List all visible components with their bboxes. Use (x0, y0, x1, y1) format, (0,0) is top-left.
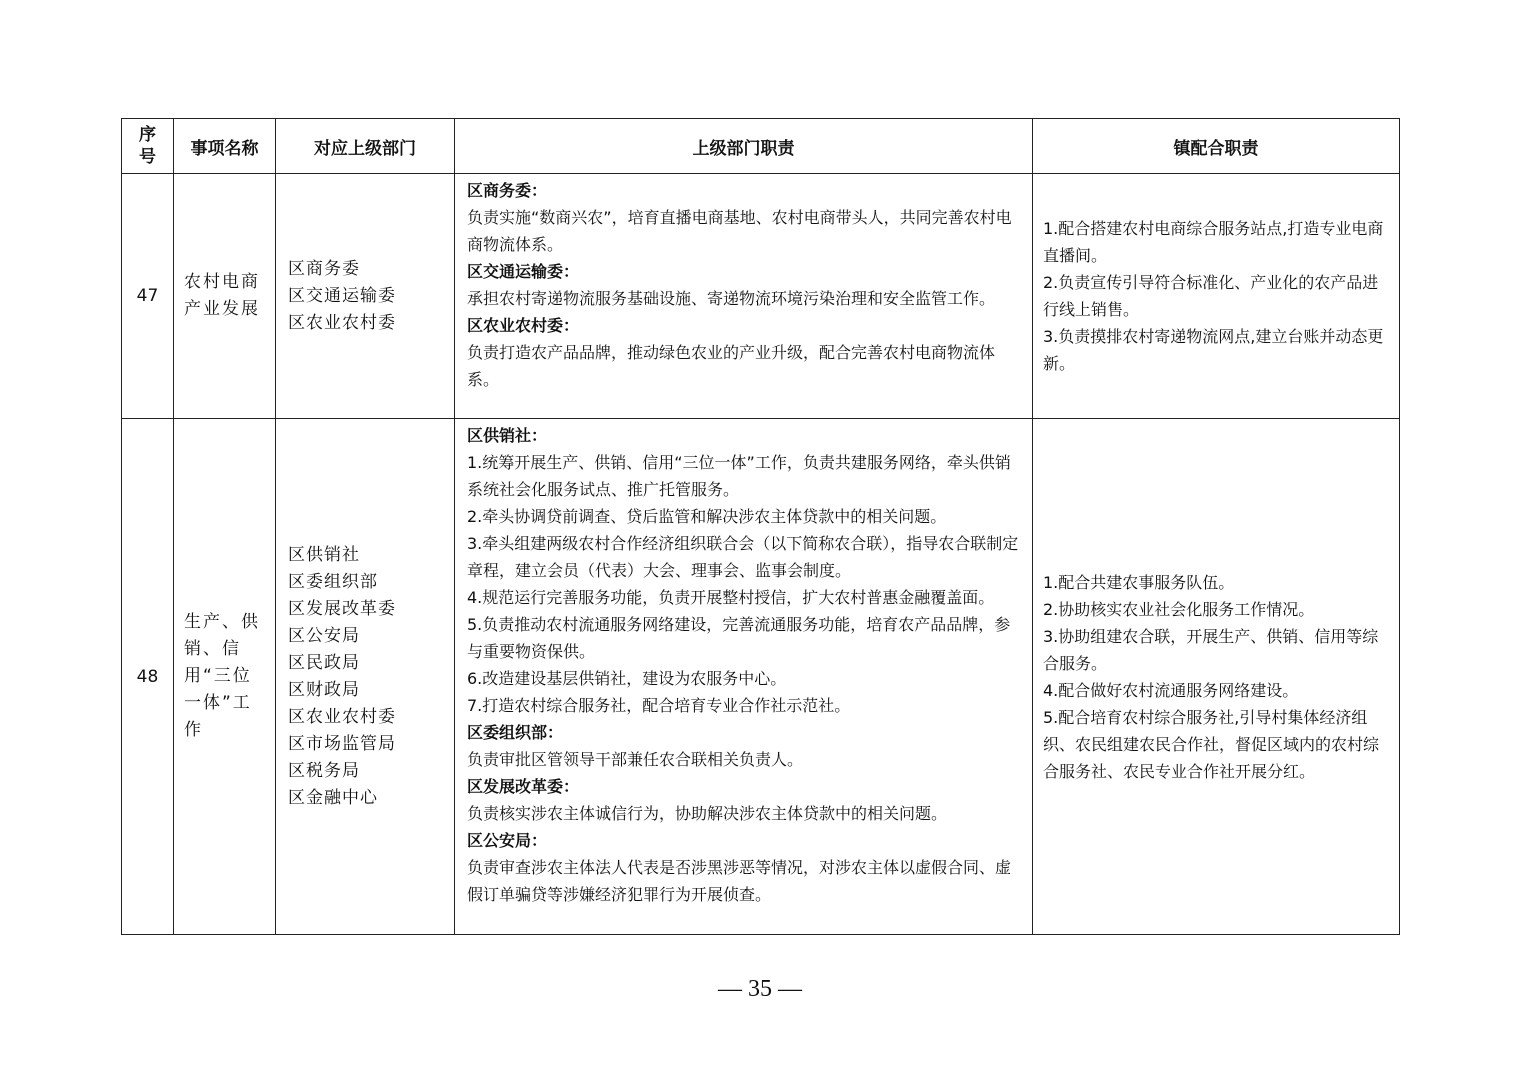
row-seq: 47 (122, 174, 174, 419)
duty-text: 3.牵头组建两级农村合作经济组织联合会（以下简称农合联），指导农合联制定章程，建立会员（代表）大会、理事会、监事会制度。 (467, 534, 1019, 580)
duty-dept-title: 区发展改革委： (467, 777, 580, 796)
duty-dept-title: 区交通运输委： (467, 262, 580, 281)
row-depts (276, 419, 455, 935)
dept-entry: 区发展改革委 (288, 598, 396, 619)
table-header-row (122, 119, 1400, 174)
duty-text: 负责打造农产品品牌，推动绿色农业的产业升级，配合完善农村电商物流体系。 (467, 343, 996, 389)
town-duty-item: 5.配合培育农村综合服务社,引导村集体经济组织、农民组建农民合作社，督促区域内的农村综合服务社、农民专业合作社开展分红。 (1043, 707, 1380, 781)
row-item-name: 生产、供销、信用“三位一体”工作 (174, 419, 276, 935)
duty-dept-title: 区农业农村委： (467, 316, 580, 335)
row-upper-duties (455, 174, 1033, 419)
duty-text: 负责实施“数商兴农”，培育直播电商基地、农村电商带头人，共同完善农村电商物流体系。 (467, 208, 1012, 254)
dept-entry: 区财政局 (288, 679, 360, 700)
town-duty-item: 1.配合搭建农村电商综合服务站点,打造专业电商直播间。 (1043, 219, 1384, 265)
dept-entry: 区商务委 (288, 258, 360, 279)
header-item-name: 事项名称 (174, 119, 276, 174)
duty-dept-title: 区商务委： (467, 181, 548, 200)
dept-entry: 区供销社 (288, 544, 360, 565)
row-depts (276, 174, 455, 419)
duty-text: 负责审批区管领导干部兼任农合联相关负责人。 (467, 750, 804, 769)
town-duty-item: 2.协助核实农业社会化服务工作情况。 (1043, 599, 1315, 619)
town-duty-item: 4.配合做好农村流通服务网络建设。 (1043, 680, 1299, 700)
duty-dept-title: 区委组织部： (467, 723, 564, 742)
town-duty-item: 1.配合共建农事服务队伍。 (1043, 572, 1235, 592)
dept-entry: 区委组织部 (288, 571, 378, 592)
duty-text: 2.牵头协调贷前调查、贷后监管和解决涉农主体贷款中的相关问题。 (467, 507, 947, 526)
duty-text: 1.统筹开展生产、供销、信用“三位一体”工作，负责共建服务网络，牵头供销系统社会化服务试点、推广托管服务。 (467, 453, 1011, 499)
town-duty-item: 3.负责摸排农村寄递物流网点,建立台账并动态更新。 (1043, 327, 1384, 373)
duty-text: 7.打造农村综合服务社，配合培育专业合作社示范社。 (467, 696, 851, 715)
row-item-name: 农村电商产业发展 (174, 174, 276, 419)
duty-dept-title: 区供销社： (467, 426, 548, 445)
header-upper-dept: 对应上级部门 (276, 119, 455, 174)
duty-text: 4.规范运行完善服务功能，负责开展整村授信，扩大农村普惠金融覆盖面。 (467, 588, 995, 607)
header-upper-duties: 上级部门职责 (455, 119, 1033, 174)
row-town-duties (1033, 174, 1400, 419)
header-town-duties: 镇配合职责 (1033, 119, 1400, 174)
dept-entry: 区公安局 (288, 625, 360, 646)
header-seq-label: 序号 (139, 125, 156, 167)
duty-text: 5.负责推动农村流通服务网络建设，完善流通服务功能，培育农产品品牌，参与重要物资保供。 (467, 615, 1011, 661)
duty-text: 6.改造建设基层供销社，建设为农服务中心。 (467, 669, 787, 688)
town-duty-item: 2.负责宣传引导符合标准化、产业化的农产品进行线上销售。 (1043, 273, 1379, 319)
table-row (122, 174, 1400, 419)
duty-text: 承担农村寄递物流服务基础设施、寄递物流环境污染治理和安全监管工作。 (467, 289, 996, 308)
row-upper-duties (455, 419, 1033, 935)
dept-entry: 区交通运输委 (288, 285, 396, 306)
town-duty-item: 3.协助组建农合联，开展生产、供销、信用等综合服务。 (1043, 626, 1379, 673)
responsibility-table (121, 118, 1400, 935)
table-row (122, 419, 1400, 935)
header-seq (122, 119, 174, 174)
row-town-duties (1033, 419, 1400, 935)
duty-text: 负责审查涉农主体法人代表是否涉黑涉恶等情况，对涉农主体以虚假合同、虚假订单骗贷等涉嫌经济犯罪行为开展侦查。 (467, 858, 1012, 904)
dept-entry: 区市场监管局 (288, 733, 396, 754)
dept-entry: 区农业农村委 (288, 312, 396, 333)
dept-entry: 区农业农村委 (288, 706, 396, 727)
dept-entry: 区金融中心 (288, 787, 378, 808)
dept-entry: 区民政局 (288, 652, 360, 673)
dept-entry: 区税务局 (288, 760, 360, 781)
page-number: — 35 — (718, 976, 802, 1002)
row-seq: 48 (122, 419, 174, 935)
duty-text: 负责核实涉农主体诚信行为，协助解决涉农主体贷款中的相关问题。 (467, 804, 948, 823)
duty-dept-title: 区公安局： (467, 831, 548, 850)
